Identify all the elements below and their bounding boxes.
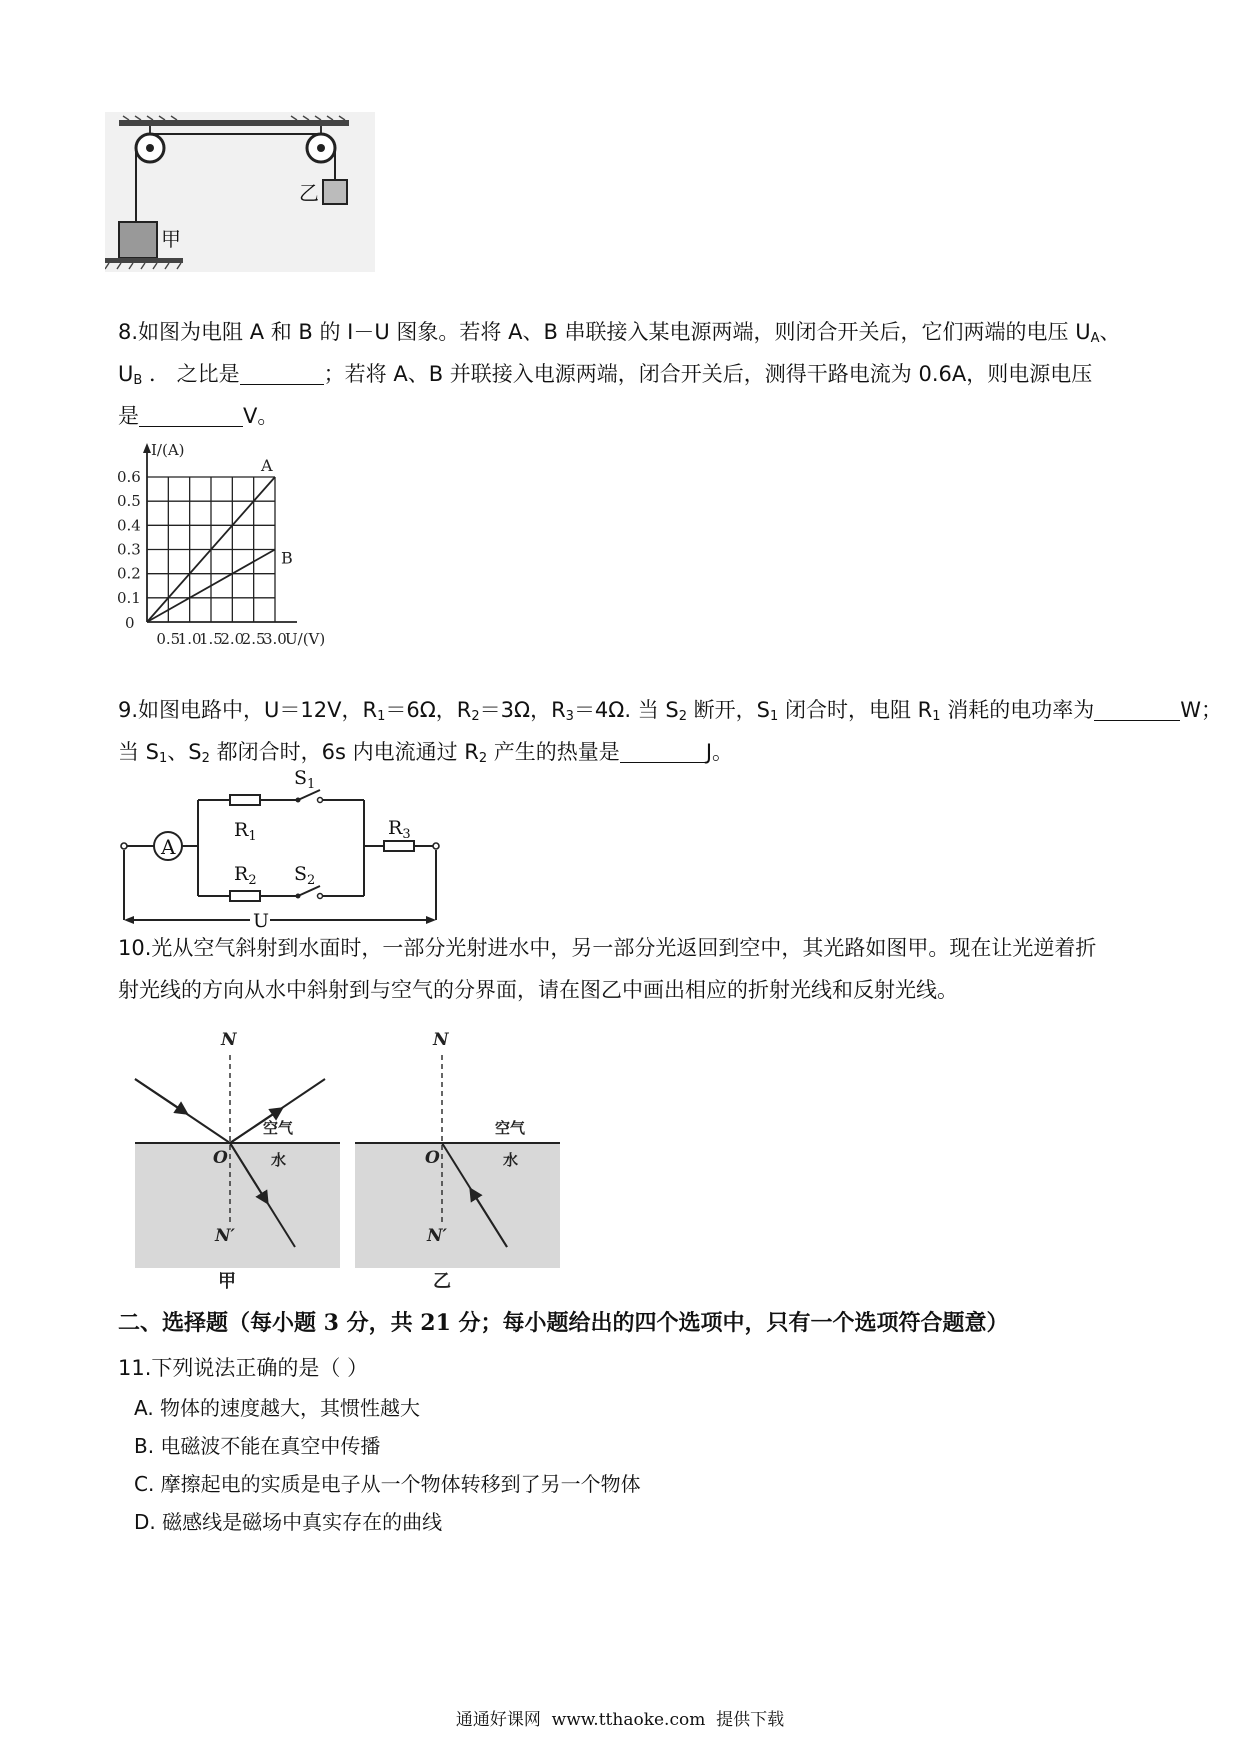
q9-line2: 当 $S_1$、$S_2$ 都闭合时，6s 内电流通过 $R_2$ 产生的热量是 J。 [118, 740, 734, 766]
terminal-left [121, 843, 127, 849]
y-axis-arrow [143, 443, 151, 453]
label-u: U [253, 910, 270, 932]
series-label-a: A [261, 456, 273, 475]
optics-figure-yi [355, 1030, 560, 1290]
label-n: N [433, 1030, 449, 1050]
y-axis-label: I/(A) [151, 441, 185, 459]
x-tick-label: 2.0 [220, 630, 245, 648]
optics-figures [115, 1015, 635, 1290]
q8-line3: 是 V。 [118, 404, 279, 428]
block-yi [323, 180, 347, 204]
label-s1: $S_1$ [294, 770, 316, 792]
q9-line1: 9.如图电路中，U＝12V，$R_1=6\Omega$，$R_2=3\Omega$，$R_3=4\Omega$. 当 $S_2$ 断开，$S_1$ 闭合时，电阻 $R_1$ 消耗的电功率为 W； [118, 698, 1222, 724]
label-s2: $S_2$ [294, 863, 316, 888]
series-label-b: B [281, 548, 293, 568]
label-water: 水 [271, 1151, 287, 1169]
ammeter-label: A [161, 835, 176, 859]
answer-blank[interactable] [240, 362, 324, 385]
label-jia: 甲 [161, 227, 181, 251]
label-water: 水 [503, 1151, 519, 1169]
resistor-r1 [230, 795, 260, 805]
label-yi: 乙 [299, 181, 319, 205]
q10-line1: 10.光从空气斜射到水面时，一部分光射进水中，另一部分光返回到空中，其光路如图甲。现在让光逆着折 [118, 936, 1097, 960]
label-o: O [213, 1148, 228, 1168]
ceiling [119, 120, 349, 126]
answer-blank[interactable] [1094, 698, 1180, 721]
label-air: 空气 [263, 1119, 294, 1137]
caption-yi: 乙 [433, 1271, 451, 1290]
chart-labels [117, 441, 325, 648]
y-tick-label: 0.2 [117, 564, 141, 583]
circuit-diagram [110, 770, 450, 935]
q10-line2: 射光线的方向从水中斜射到与空气的分界面，请在图乙中画出相应的折射光线和反射光线。 [118, 978, 958, 1002]
iu-chart [115, 440, 395, 678]
caption-jia: 甲 [218, 1271, 236, 1290]
q11-stem: 11.下列说法正确的是（ ） [118, 1356, 369, 1380]
block-jia [119, 222, 157, 258]
x-tick-label: 0.5 [156, 630, 181, 648]
x-tick-label: 1.5 [199, 630, 223, 648]
answer-blank[interactable] [620, 740, 706, 763]
water-region [355, 1143, 560, 1268]
label-r2: $R_2$ [234, 863, 257, 888]
x-axis-label: U/(V) [285, 630, 326, 648]
y-tick-label: 0.3 [117, 540, 141, 559]
y-tick-label: 0.5 [117, 492, 141, 511]
floor [105, 258, 183, 263]
x-tick-label: 1.0 [177, 630, 202, 648]
optics-figure-jia [135, 1030, 340, 1290]
water-region [135, 1143, 340, 1268]
y-tick-label: 0.1 [117, 588, 141, 607]
section-heading: 二、选择题（每小题 3 分，共 21 分；每小题给出的四个选项中，只有一个选项符合题意） [118, 1310, 1009, 1336]
label-n-prime: N′ [427, 1226, 448, 1246]
x-tick-label: 3.0 [263, 630, 287, 648]
chart-axes [143, 443, 297, 622]
footer[interactable]: 通通好课网 www.tthaoke.com 提供下载 [455, 1710, 785, 1730]
pulley-figure [105, 112, 375, 272]
answer-blank[interactable] [139, 404, 243, 427]
q11-option-c[interactable]: C. 摩擦起电的实质是电子从一个物体转移到了另一个物体 [134, 1472, 641, 1496]
label-r1: $R_1$ [234, 819, 257, 844]
label-o: O [425, 1148, 440, 1168]
terminal-right [433, 843, 439, 849]
y-tick-label: 0.4 [117, 516, 141, 535]
q11-option-a[interactable]: A. 物体的速度越大，其惯性越大 [134, 1396, 421, 1420]
resistor-r3 [384, 841, 414, 851]
resistor-r2 [230, 891, 260, 901]
q11-option-b[interactable]: B. 电磁波不能在真空中传播 [134, 1434, 381, 1458]
q8-line1: 8.如图为电阻 A 和 B 的 I－U 图象。若将 A、B 串联接入某电源两端，则闭合开关后，它们两端的电压 $U_A$、 [118, 320, 1121, 346]
origin-label: 0 [125, 614, 135, 632]
label-air: 空气 [495, 1119, 526, 1137]
y-tick-label: 0.6 [117, 468, 141, 486]
q8-line2: $U_B$ ． 之比是 ；若将 A、B 并联接入电源两端，闭合开关后，测得干路电流为 0.6A，则电源电压 [118, 362, 1093, 388]
q11-option-d[interactable]: D. 磁感线是磁场中真实存在的曲线 [134, 1510, 443, 1534]
x-tick-label: 2.5 [241, 630, 266, 648]
label-n: N [221, 1030, 237, 1050]
label-r3: $R_3$ [388, 817, 411, 842]
label-n-prime: N′ [215, 1226, 236, 1246]
